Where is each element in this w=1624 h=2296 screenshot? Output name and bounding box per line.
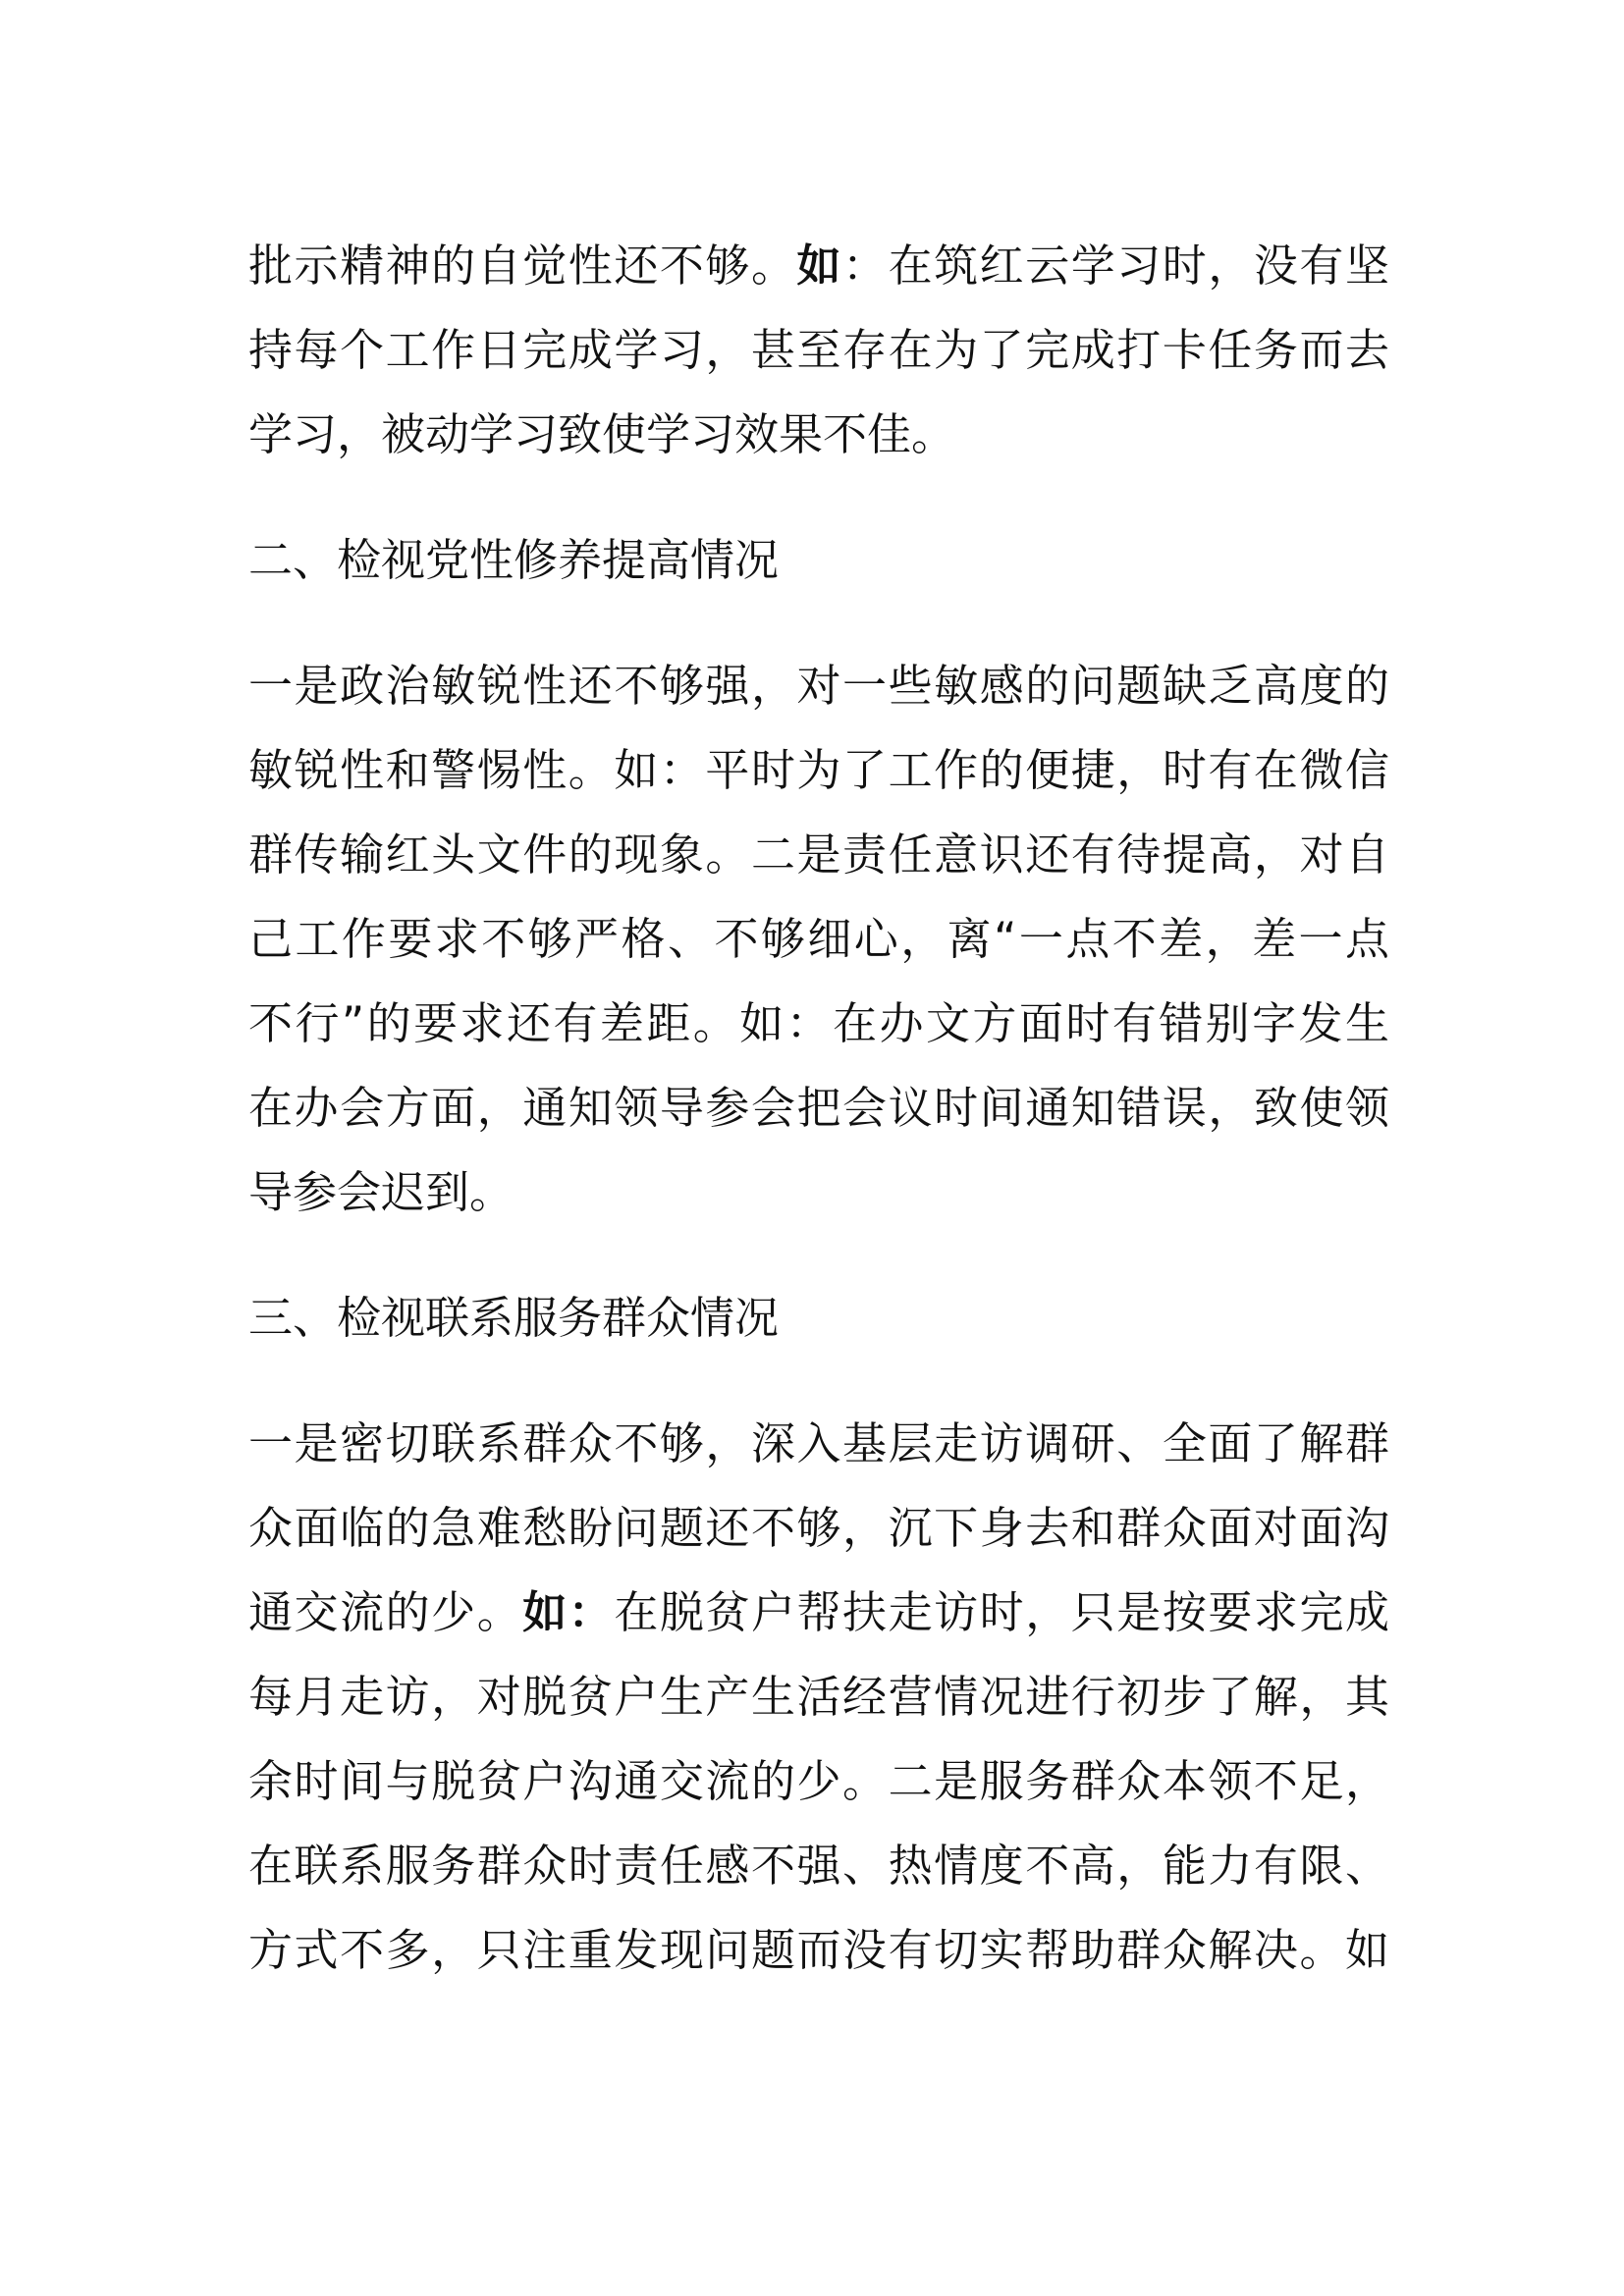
section-heading (248, 518, 1389, 603)
text-line (248, 897, 1389, 982)
text-line (248, 1739, 1389, 1824)
text-line (248, 1486, 1389, 1571)
text-line (248, 1571, 1389, 1655)
paragraph (248, 644, 1389, 1235)
text-run: 每月走访，对脱贫户生产生活经营情况进行初步了解，其 (248, 1671, 1389, 1723)
paragraph (248, 1402, 1389, 1993)
text-run: 学习，被动学习致使学习效果不佳。 (248, 408, 956, 460)
text-run: 在联系服务群众时责任感不强、热情度不高，能力有限、 (248, 1840, 1389, 1892)
text-run: 方式不多，只注重发现问题而没有切实帮助群众解决。如 (248, 1924, 1389, 1976)
bold-text-run: 如： (522, 1586, 615, 1638)
text-run: 一是密切联系群众不够，深入基层走访调研、全面了解群 (248, 1417, 1389, 1469)
text-run: ：在筑红云学习时，没有坚 (842, 240, 1389, 292)
text-run: 众面临的急难愁盼问题还不够，沉下身去和群众面对面沟 (248, 1502, 1389, 1554)
text-line (248, 1655, 1389, 1739)
text-run: 不行”的要求还有差距。如：在办文方面时有错别字发生 (248, 997, 1389, 1049)
text-run: 一是政治敏锐性还不够强，对一些敏感的问题缺乏高度的 (248, 660, 1389, 712)
text-line (248, 518, 1389, 603)
text-run: 敏锐性和警惕性。如：平时为了工作的便捷，时有在微信 (248, 744, 1389, 796)
text-run: 在办会方面，通知领导参会把会议时间通知错误，致使领 (248, 1082, 1389, 1134)
text-line (248, 1824, 1389, 1908)
text-run: 批示精神的自觉性还不够。 (248, 240, 797, 292)
bold-text-run: 如 (796, 240, 843, 292)
text-run: 在脱贫户帮扶走访时，只是按要求完成 (614, 1586, 1389, 1638)
text-line (248, 644, 1389, 728)
text-run: 三、检视联系服务群众情况 (248, 1292, 780, 1344)
text-run: 通交流的少。 (248, 1586, 523, 1638)
text-run: 二、检视党性修养提高情况 (248, 534, 780, 586)
text-run: 导参会迟到。 (248, 1166, 514, 1218)
text-line (248, 982, 1389, 1066)
section-heading (248, 1276, 1389, 1361)
paragraph (248, 224, 1389, 477)
document-body (248, 224, 1389, 2034)
text-line (248, 728, 1389, 813)
text-line (248, 393, 1389, 477)
text-line (248, 1066, 1389, 1150)
text-line (248, 813, 1389, 897)
text-run: 持每个工作日完成学习，甚至存在为了完成打卡任务而去 (248, 324, 1389, 376)
text-line (248, 1402, 1389, 1486)
text-run: 群传输红头文件的现象。二是责任意识还有待提高，对自 (248, 828, 1389, 881)
text-line (248, 224, 1389, 308)
text-line (248, 308, 1389, 393)
text-line (248, 1150, 1389, 1235)
text-line (248, 1908, 1389, 1993)
text-line (248, 1276, 1389, 1361)
text-run: 余时间与脱贫户沟通交流的少。二是服务群众本领不足， (248, 1755, 1389, 1807)
text-run: 己工作要求不够严格、不够细心，离“一点不差，差一点 (248, 913, 1389, 965)
